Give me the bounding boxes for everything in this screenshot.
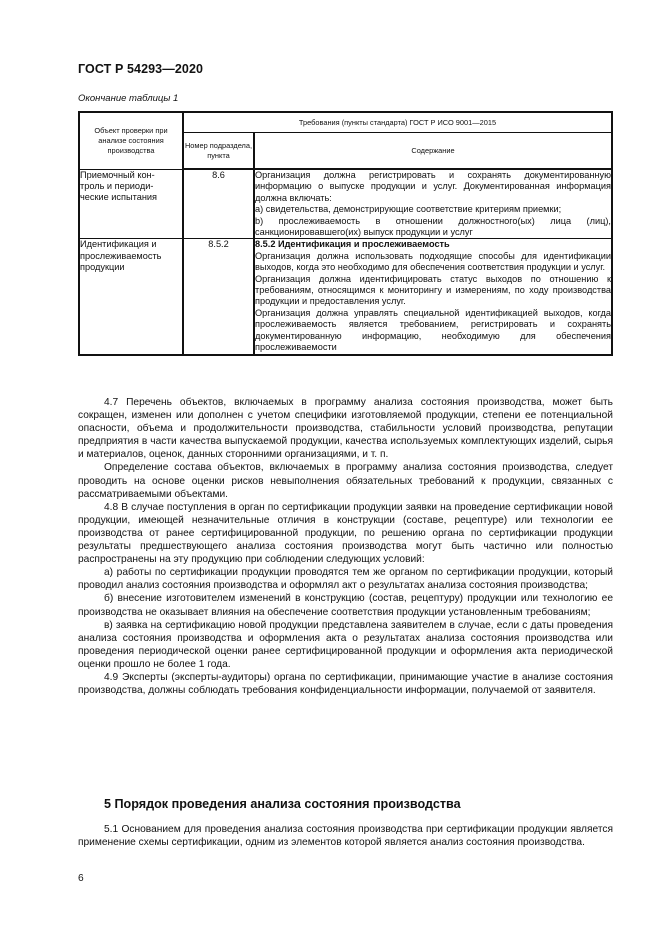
cell-object-line: троль и периоди- [80, 180, 154, 191]
content-paragraph: Организация должна использовать подходящие способы для идентификации выходов, когда это необходимо для обеспечения соответствия продукции и услуг. [255, 250, 611, 273]
section-5-title: 5 Порядок проведения анализа состояния производства [104, 797, 461, 811]
header-requirements-group: Требования (пункты стандарта) ГОСТ Р ИСО 9001—2015 [183, 112, 612, 133]
paragraph-4-9: 4.9 Эксперты (эксперты-аудиторы) органа по сертификации, принимающие участие в анализе состояния производства, должны соблюдать требования конфиденциальности информации, получаемой от заявителя. [78, 671, 613, 697]
cell-object-line: ческие испытания [80, 192, 158, 203]
cell-object-line: Идентификация и [80, 239, 157, 250]
cell-number: 8.5.2 [183, 239, 254, 355]
paragraph-4-8-a: а) работы по сертификации продукции проводятся тем же органом по сертификации продукции, который проводил анализ состояния производства и оформлял акт о результатах анализа состояния производства; [78, 567, 613, 592]
content-paragraph: Организация должна идентифицировать статус выходов по отношению к требованиям, относящимся к мониторингу и измерениям, по ходу производства продукции и предоставления услуг. [255, 273, 611, 307]
cell-object [79, 169, 183, 239]
header-number: Номер подраздела, пункта [183, 133, 254, 170]
requirements-table [78, 111, 613, 356]
header-content: Содержание [254, 133, 612, 170]
cell-content [254, 239, 612, 355]
body-text-block [78, 396, 613, 697]
table-row [79, 169, 612, 239]
cell-object-line: продукции [80, 262, 125, 273]
table-caption: Окончание таблицы 1 [78, 93, 179, 104]
paragraph-4-8: 4.8 В случае поступления в орган по сертификации продукции заявки на проведение сертификации новой продукции, имеющей незначительные отличия в конструкции (составе, рецептуре) или технологии ее производства от ранее сертифицированной продукции, по решению органа по сертификации продукции результаты предшествующего анализа состояния производства могут быть частично или полностью распространены на эту продукцию при соблюдении следующих условий: [78, 501, 613, 566]
content-paragraph: Организация должна регистрировать и сохранять документированную информацию о выпуске продукции и услуг. Документированная информация должна включать: [255, 170, 611, 203]
content-paragraph: a) свидетельства, демонстрирующие соответствие критериям приемки; [255, 204, 562, 215]
section-5-body [78, 823, 613, 849]
cell-object-line: прослеживаемость [80, 250, 162, 261]
content-title: 8.5.2 Идентификация и прослеживаемость [255, 239, 450, 250]
table-row [79, 239, 612, 355]
page-number: 6 [78, 873, 84, 884]
paragraph-4-8-v: в) заявка на сертификацию новой продукции представлена заявителем в случае, если с даты проведения анализа состояния производства и оформления акта о результатах анализа состояния производства или проведения периодической оценки ранее сертифицированной продукции и оформления акта периодической оценки прошло не более 1 года. [78, 619, 613, 670]
cell-object-line: Приемочный кон- [80, 169, 155, 180]
paragraph-4-8-b: б) внесение изготовителем изменений в конструкцию (состав, рецептуру) продукции или технологию ее производства не оказывает влияния на обеспечение соответствия продукции установленным требованиям; [78, 593, 613, 618]
content-paragraph: Организация должна управлять специальной идентификацией выходов, когда прослеживаемость является требованием, регистрировать и сохранять документированную информацию, необходимую для обеспечения прослеживаемости [255, 307, 611, 353]
header-object: Объект проверки при анализе состояния производства [79, 112, 183, 169]
cell-number: 8.6 [183, 169, 254, 239]
cell-object [79, 239, 183, 355]
paragraph-objects-definition: Определение состава объектов, включаемых в программу анализа состояния производства, следует проводить на основе оценки рисков невыполнения обязательных требований к продукции, связанных с рассматриваемыми объектами. [78, 462, 613, 500]
paragraph-5-1: 5.1 Основанием для проведения анализа состояния производства при сертификации продукции является применение схемы сертификации, одним из элементов которой является анализ состояния производства. [78, 824, 613, 849]
standard-designation: ГОСТ Р 54293—2020 [78, 62, 204, 76]
content-paragraph: b) прослеживаемость в отношении должностного(ых) лица (лиц), санкционировавшего(их) выпуск продукции и услуг [255, 215, 611, 238]
paragraph-4-7: 4.7 Перечень объектов, включаемых в программу анализа состояния производства, может быть сокращен, изменен или дополнен с учетом специфики изготовляемой продукции, степени ее потенциальной опасности, объема и продолжительности производства, стабильности условий производства, репутации предприятия в части качества выпускаемой продукции, качества используемых комплектующих изделий, сырья и материалов, оценок, данных сторонними организациями, и т. п. [78, 397, 613, 461]
cell-content [254, 169, 612, 239]
